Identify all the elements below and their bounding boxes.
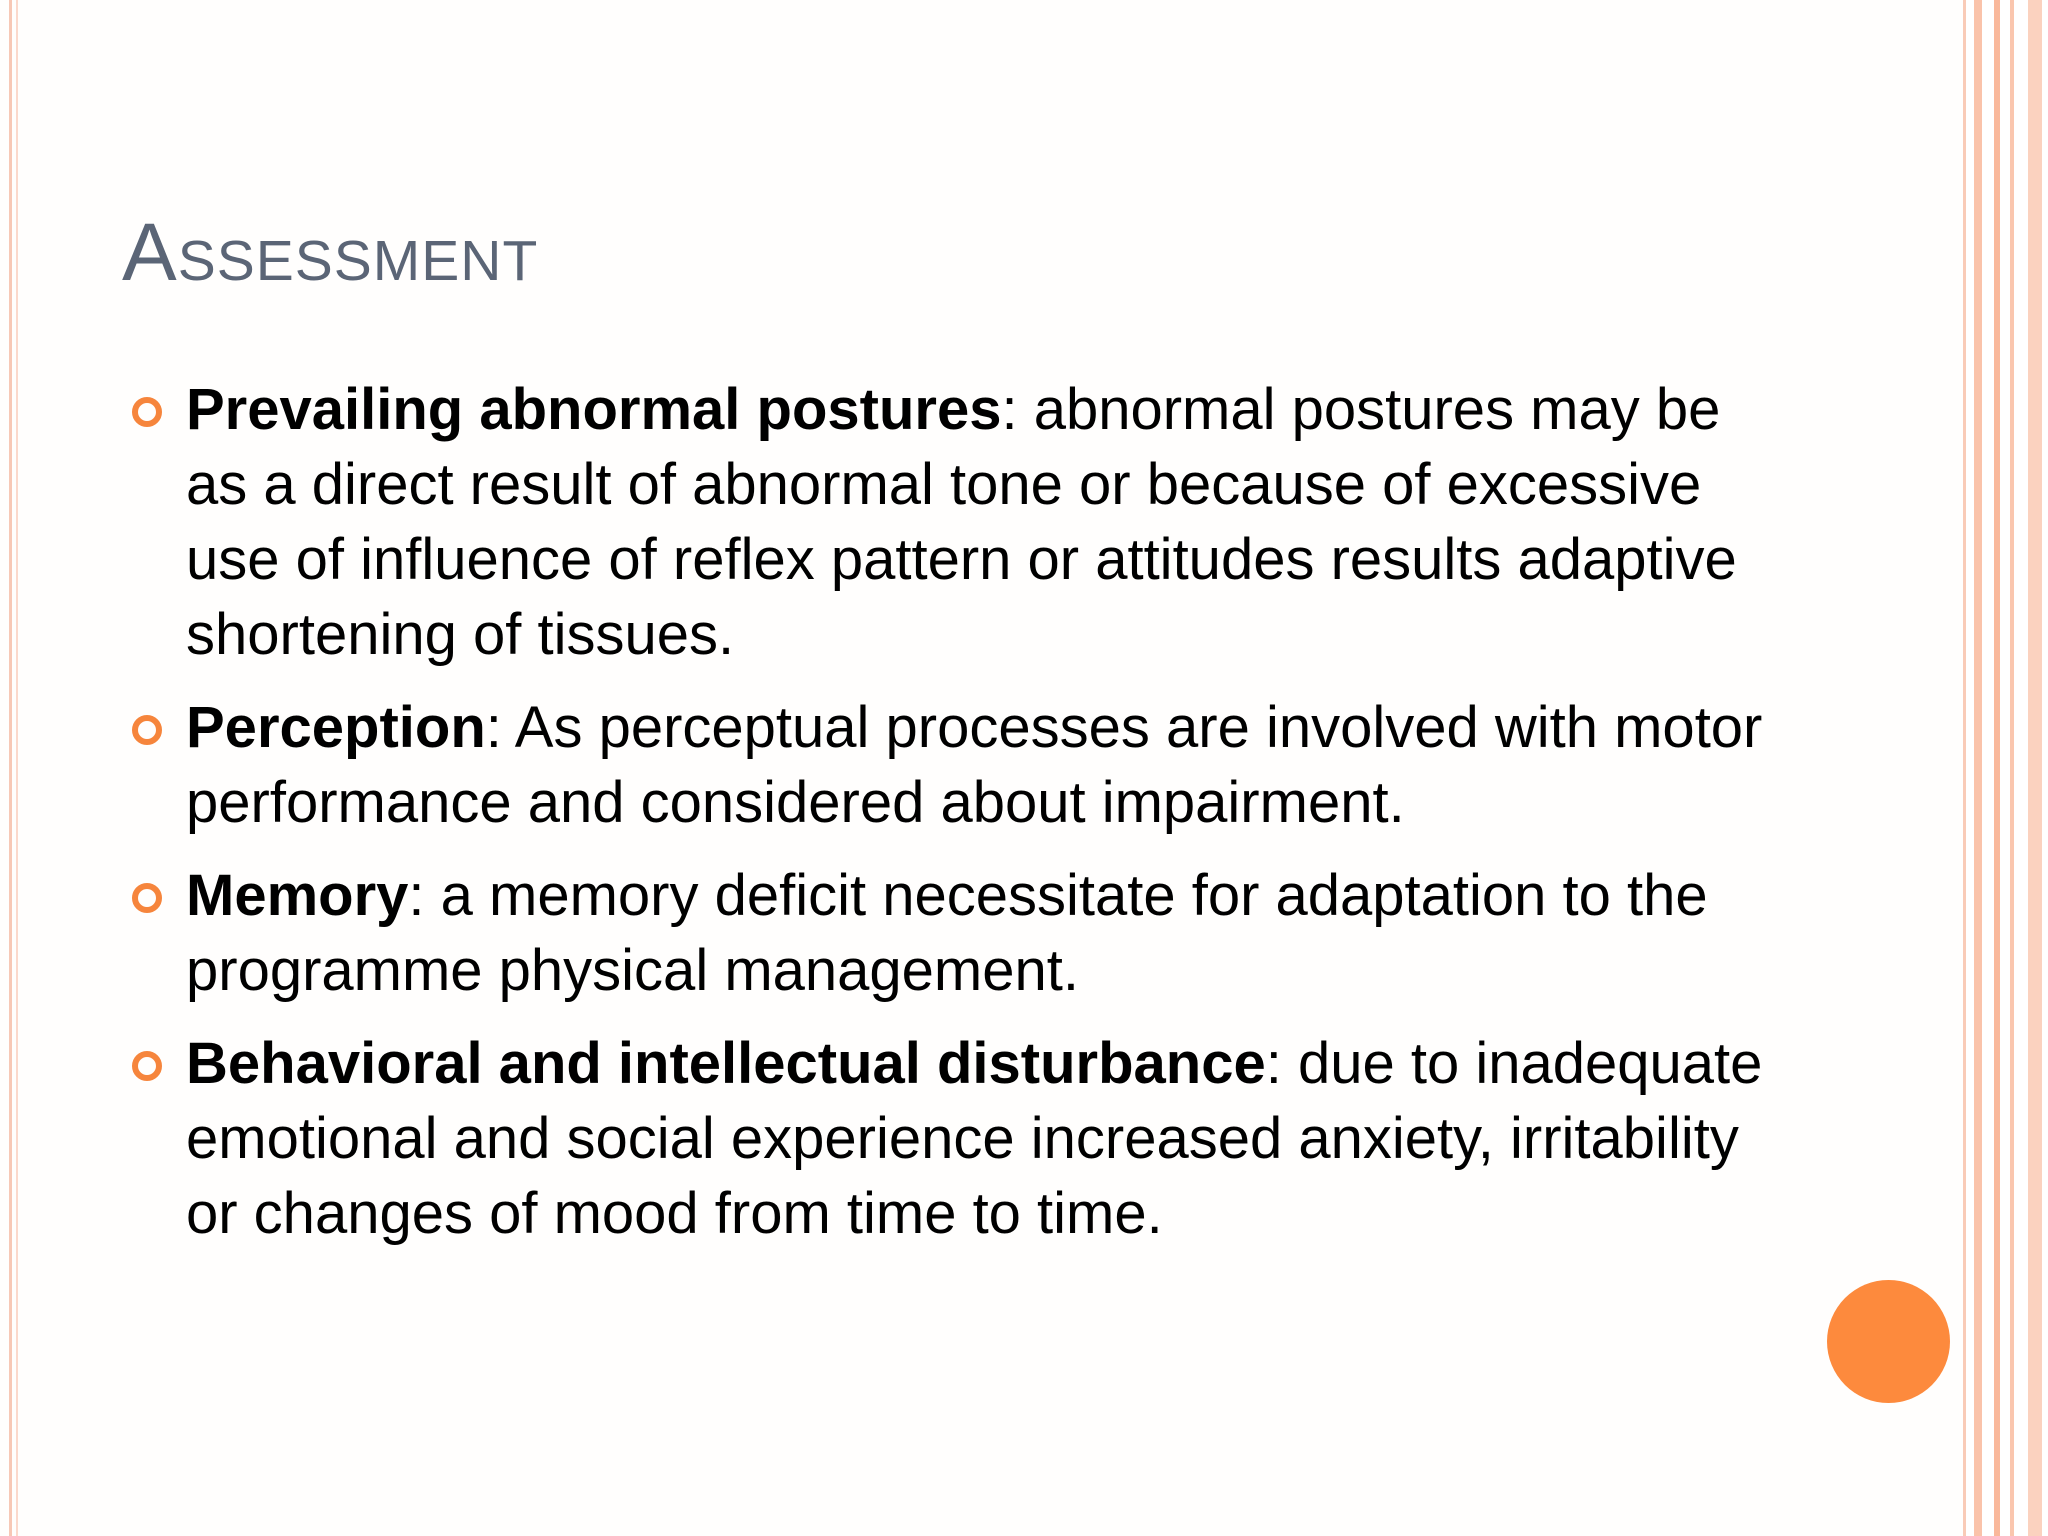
bullet-list [132,372,1792,1269]
right-border-line [1974,0,1982,1536]
right-border-line [1963,0,1966,1536]
right-border-line [2028,0,2042,1536]
bullet-term: Prevailing abnormal postures [186,377,1002,442]
slide-title: Assessment [122,207,539,298]
bullet-item-memory [132,858,1792,1008]
ring-bullet-icon [132,397,162,427]
bullet-item-perception [132,690,1792,840]
ring-bullet-icon [132,1051,162,1081]
right-border-line [2010,0,2014,1536]
bullet-term: Perception [186,695,486,760]
bullet-term: Memory [186,863,409,928]
bullet-text: : abnormal postures may be as a direct result of abnormal tone or because of excessive use of influence of reflex pattern or attitudes results adaptive shortening of tissues. [186,377,1737,667]
left-border-line [9,0,12,1536]
bullet-item-postures [132,372,1792,672]
ring-bullet-icon [132,883,162,913]
bullet-text: : due to inadequate emotional and social experience increased anxiety, irritability or changes of mood from time to time. [186,1031,1763,1246]
decorative-circle-icon [1827,1280,1950,1403]
bullet-text: : As perceptual processes are involved with motor performance and considered about impairment. [186,695,1763,835]
bullet-item-behavioral [132,1026,1792,1251]
bullet-text: : a memory deficit necessitate for adaptation to the programme physical management. [186,863,1708,1003]
bullet-term: Behavioral and intellectual disturbance [186,1031,1266,1096]
ring-bullet-icon [132,715,162,745]
right-border-line [1994,0,2000,1536]
left-border-line-inner [16,0,18,1536]
